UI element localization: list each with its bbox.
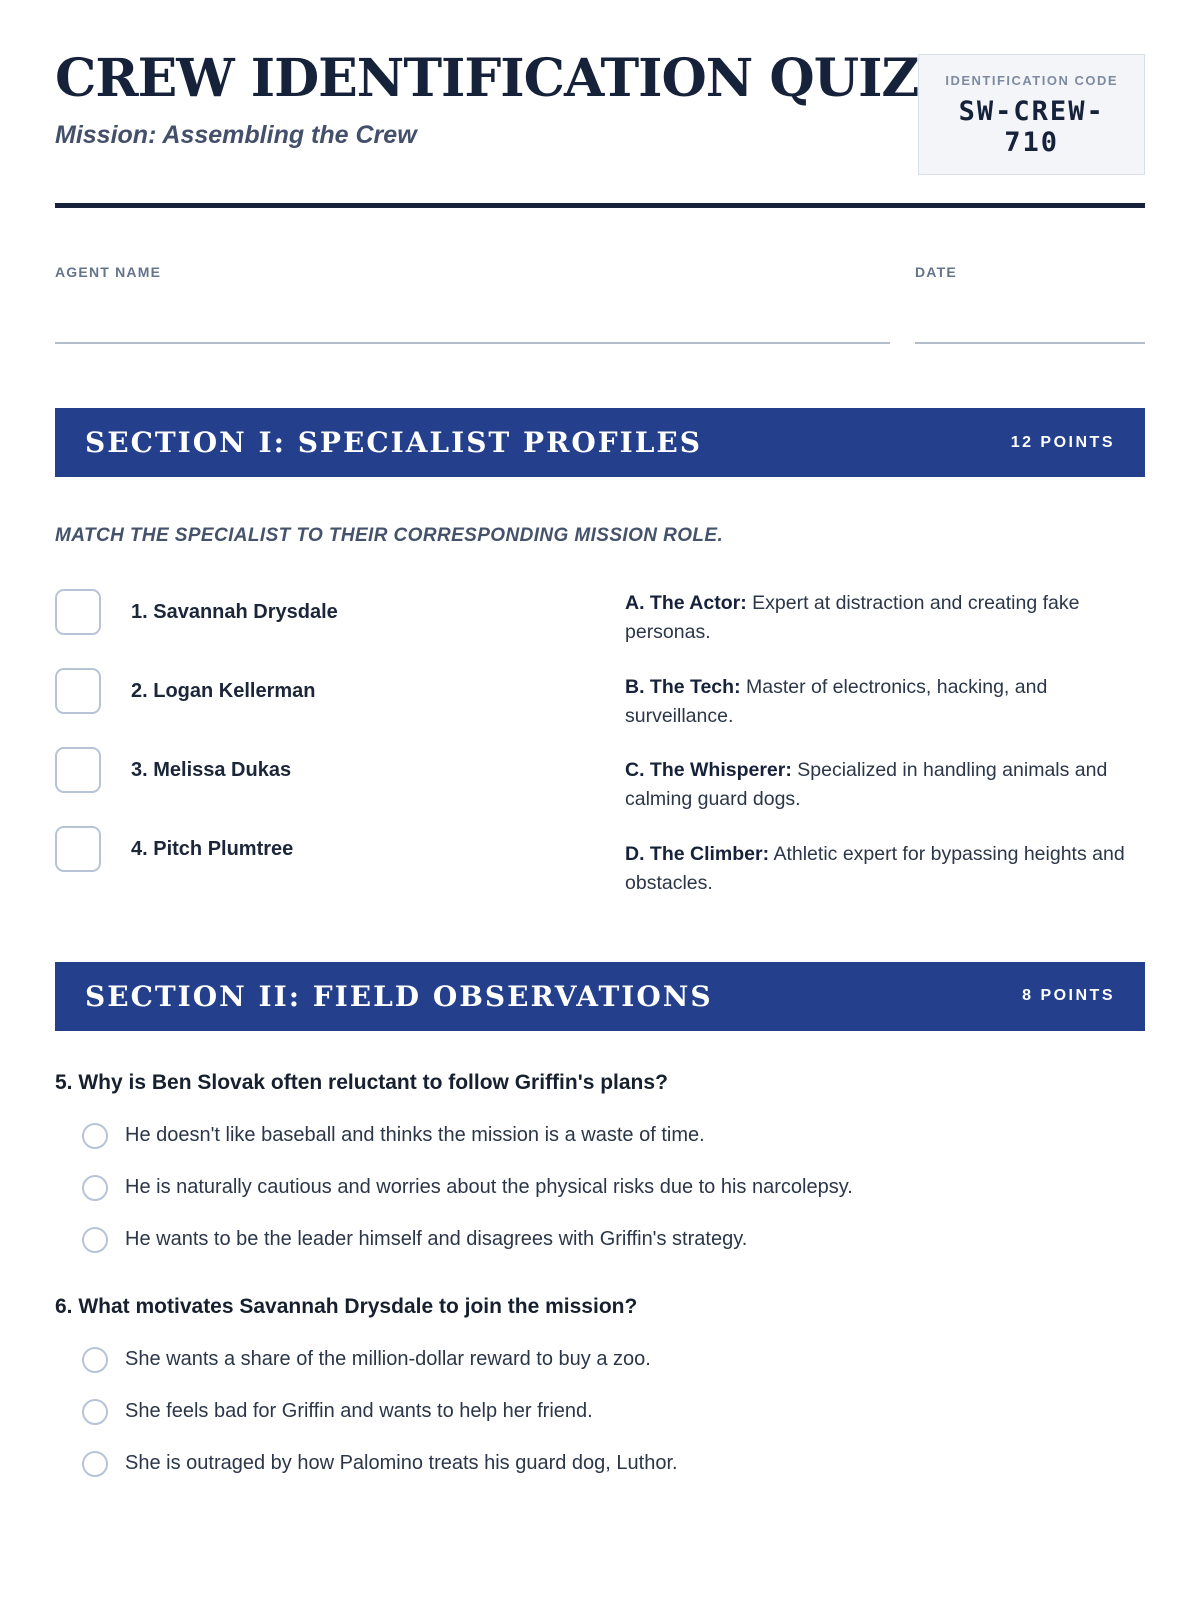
role-description — [625, 673, 1145, 731]
agent-name-label: AGENT NAME — [55, 264, 162, 280]
role-description — [625, 840, 1145, 898]
section-2 — [55, 962, 1145, 1477]
role-label: D. The Climber: — [625, 843, 770, 866]
role-label: B. The Tech: — [625, 675, 741, 698]
role-text: Expert at distraction and creating fake personas. — [625, 592, 1080, 643]
list-item — [55, 747, 571, 793]
list-item — [55, 1451, 1145, 1477]
section-1-points-badge: 12 POINTS — [1010, 433, 1115, 451]
list-item — [55, 826, 571, 872]
question-6 — [55, 1295, 1145, 1477]
role-label: A. The Actor: — [625, 592, 747, 614]
identification-code-label: IDENTIFICATION CODE — [945, 73, 1119, 88]
specialist-name: 1. Savannah Drysdale — [131, 600, 338, 623]
role-description — [625, 589, 1145, 647]
question-5-text: 5. Why is Ben Slovak often reluctant to follow Griffin's plans? — [55, 1070, 668, 1094]
section-1-instruction: MATCH THE SPECIALIST TO THEIR CORRESPONDING MISSION ROLE. — [55, 525, 724, 546]
option-label: He doesn't like baseball and thinks the mission is a waste of time. — [125, 1124, 705, 1147]
page-title: CREW IDENTIFICATION QUIZ — [55, 48, 919, 109]
specialist-name: 4. Pitch Plumtree — [131, 837, 294, 860]
role-description — [625, 756, 1145, 814]
section-1-title: SECTION I: SPECIALIST PROFILES — [85, 426, 702, 459]
header-title-group — [55, 48, 919, 150]
header-divider — [55, 203, 1145, 208]
section-2-title: SECTION II: FIELD OBSERVATIONS — [85, 979, 713, 1013]
list-item — [55, 1227, 1145, 1253]
question-6-text: 6. What motivates Savannah Drysdale to join the mission? — [55, 1294, 638, 1318]
specialist-name: 2. Logan Kellerman — [131, 679, 316, 702]
date-label: DATE — [915, 264, 957, 280]
document-header — [55, 48, 1145, 175]
section-1 — [55, 408, 1145, 898]
date-field — [915, 264, 1145, 344]
question-6-option-2-radio[interactable] — [82, 1399, 108, 1425]
list-item — [55, 668, 571, 714]
mission-subtitle: Mission: Assembling the Crew — [55, 120, 417, 149]
identification-code-box — [918, 54, 1145, 175]
list-item — [55, 589, 571, 635]
role-text: Specialized in handling animals and calming guard dogs. — [625, 759, 1108, 811]
question-5-option-3-radio[interactable] — [82, 1227, 108, 1253]
role-descriptions — [625, 589, 1145, 898]
question-5 — [55, 1071, 1145, 1253]
agent-name-input-line[interactable] — [55, 342, 890, 344]
specialist-name: 3. Melissa Dukas — [131, 758, 292, 781]
section-2-points-badge: 8 POINTS — [1022, 987, 1115, 1005]
answer-checkbox-2[interactable] — [55, 668, 101, 714]
date-input-line[interactable] — [915, 342, 1145, 344]
role-text: Master of electronics, hacking, and surveillance. — [625, 675, 1048, 727]
question-5-option-1-radio[interactable] — [82, 1123, 108, 1149]
agent-info-fields — [55, 264, 1145, 344]
section-1-banner — [55, 408, 1145, 477]
option-label: She is outraged by how Palomino treats his guard dog, Luthor. — [125, 1452, 678, 1475]
list-item — [55, 1347, 1145, 1373]
list-item — [55, 1175, 1145, 1201]
question-5-options — [55, 1123, 1145, 1253]
answer-checkbox-1[interactable] — [55, 589, 101, 635]
question-5-option-2-radio[interactable] — [82, 1175, 108, 1201]
question-6-option-3-radio[interactable] — [82, 1451, 108, 1477]
role-text: Athletic expert for bypassing heights and obstacles. — [625, 843, 1125, 895]
answer-checkbox-3[interactable] — [55, 747, 101, 793]
option-label: He wants to be the leader himself and disagrees with Griffin's strategy. — [125, 1228, 748, 1251]
identification-code-value: SW-CREW-710 — [958, 96, 1105, 158]
question-6-options — [55, 1347, 1145, 1477]
option-label: She feels bad for Griffin and wants to help her friend. — [125, 1400, 593, 1423]
option-label: He is naturally cautious and worries about the physical risks due to his narcolepsy. — [125, 1176, 853, 1199]
specialist-list — [55, 589, 571, 898]
question-6-option-1-radio[interactable] — [82, 1347, 108, 1373]
agent-name-field — [55, 264, 890, 344]
list-item — [55, 1123, 1145, 1149]
list-item — [55, 1399, 1145, 1425]
matching-exercise — [55, 589, 1145, 898]
option-label: She wants a share of the million-dollar reward to buy a zoo. — [125, 1348, 651, 1371]
answer-checkbox-4[interactable] — [55, 826, 101, 872]
section-2-banner — [55, 962, 1145, 1031]
role-label: C. The Whisperer: — [625, 759, 792, 782]
